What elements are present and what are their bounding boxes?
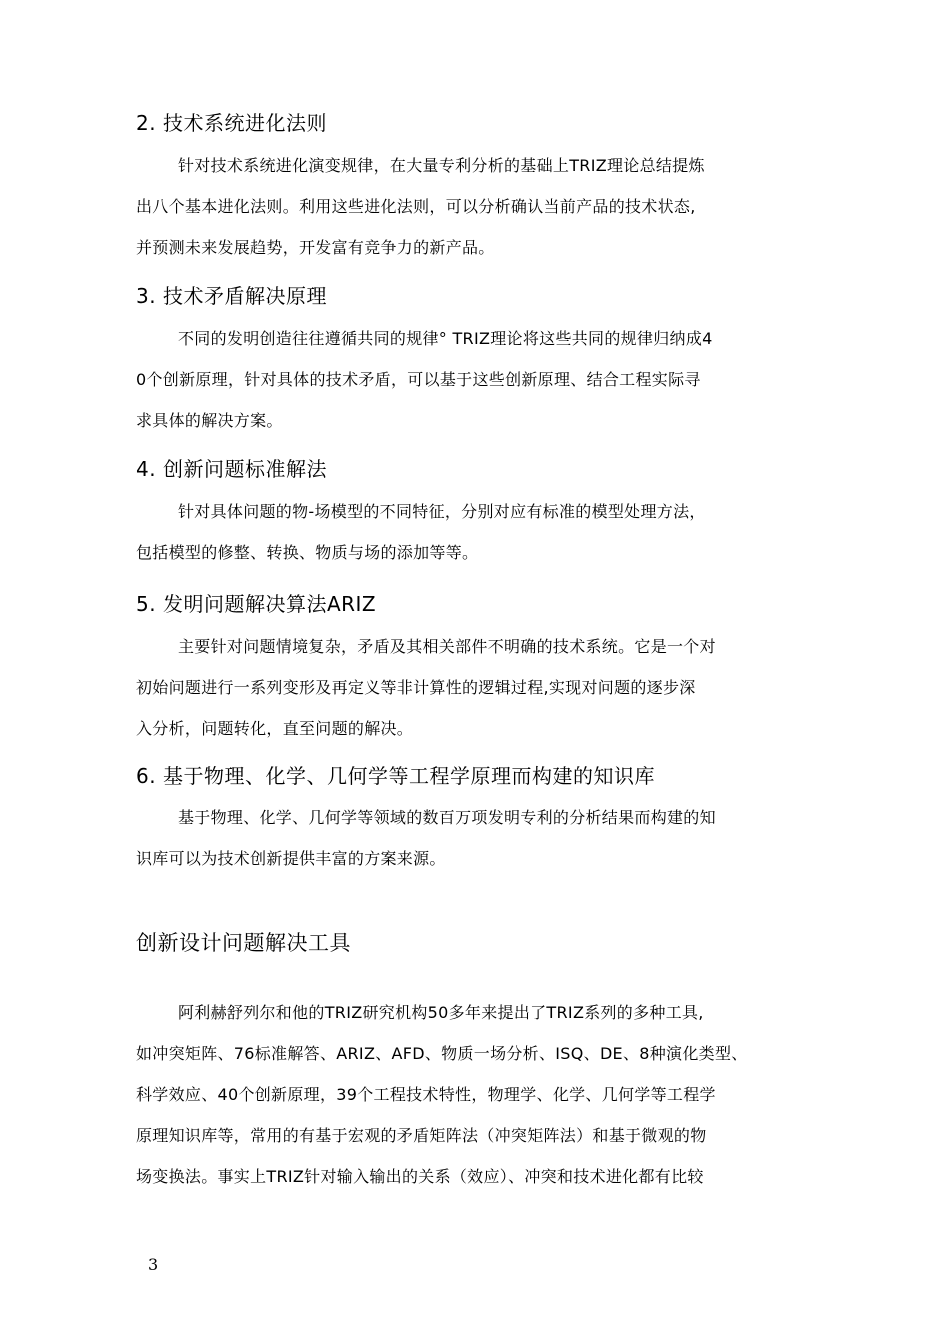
text-line: 0个创新原理，针对具体的技术矛盾，可以基于这些创新原理、结合工程实际寻 [136, 370, 701, 389]
paragraph-contradiction-principles [136, 318, 826, 441]
text-line: 阿利赫舒列尔和他的TRIZ研究机构50多年来提出了TRIZ系列的多种工具, [178, 1003, 704, 1022]
paragraph-tools [136, 992, 826, 1197]
paragraph-evolution-laws [136, 145, 826, 268]
page-number: 3 [148, 1255, 159, 1274]
heading-knowledge-base: 6. 基于物理、化学、几何学等工程学原理而构建的知识库 [136, 764, 655, 788]
text-line: 求具体的解决方案。 [136, 411, 283, 430]
text-line: 初始问题进行一系列变形及再定义等非计算性的逻辑过程,实现对问题的逐步深 [136, 678, 696, 697]
heading-contradiction-principles: 3. 技术矛盾解决原理 [136, 284, 327, 308]
text-line: 主要针对问题情境复杂，矛盾及其相关部件不明确的技术系统。它是一个对 [178, 637, 716, 656]
text-line: 不同的发明创造往往遵循共同的规律° TRIZ理论将这些共同的规律归纳成4 [178, 329, 713, 348]
text-line: 包括模型的修整、转换、物质与场的添加等等。 [136, 543, 479, 562]
heading-evolution-laws: 2. 技术系统进化法则 [136, 111, 327, 135]
paragraph-standard-solutions [136, 491, 826, 573]
text-line: 场变换法。事实上TRIZ针对输入输出的关系（效应）、冲突和技术进化都有比较 [136, 1167, 704, 1186]
text-line: 原理知识库等，常用的有基于宏观的矛盾矩阵法（冲突矩阵法）和基于微观的物 [136, 1126, 707, 1145]
paragraph-knowledge-base [136, 797, 826, 879]
text-line: 如冲突矩阵、76标准解答、ARIZ、AFD、物质一场分析、ISQ、DE、8种演化类型、 [136, 1044, 748, 1063]
text-line: 出八个基本进化法则。利用这些进化法则，可以分析确认当前产品的技术状态, [136, 197, 696, 216]
heading-ariz: 5. 发明问题解决算法ARIZ [136, 592, 377, 616]
text-line: 科学效应、40个创新原理，39个工程技术特性，物理学、化学、几何学等工程学 [136, 1085, 716, 1104]
text-line: 并预测未来发展趋势，开发富有竞争力的新产品。 [136, 238, 495, 257]
text-line: 入分析，问题转化，直至问题的解决。 [136, 719, 414, 738]
text-line: 针对具体问题的物-场模型的不同特征，分别对应有标准的模型处理方法， [178, 502, 706, 521]
text-line: 基于物理、化学、几何学等领域的数百万项发明专利的分析结果而构建的知 [178, 808, 716, 827]
text-line: 针对技术系统进化演变规律，在大量专利分析的基础上TRIZ理论总结提炼 [178, 156, 705, 175]
heading-standard-solutions: 4. 创新问题标准解法 [136, 457, 327, 481]
text-line: 识库可以为技术创新提供丰富的方案来源。 [136, 849, 446, 868]
paragraph-ariz [136, 626, 826, 749]
section-title-tools: 创新设计问题解决工具 [136, 931, 351, 955]
